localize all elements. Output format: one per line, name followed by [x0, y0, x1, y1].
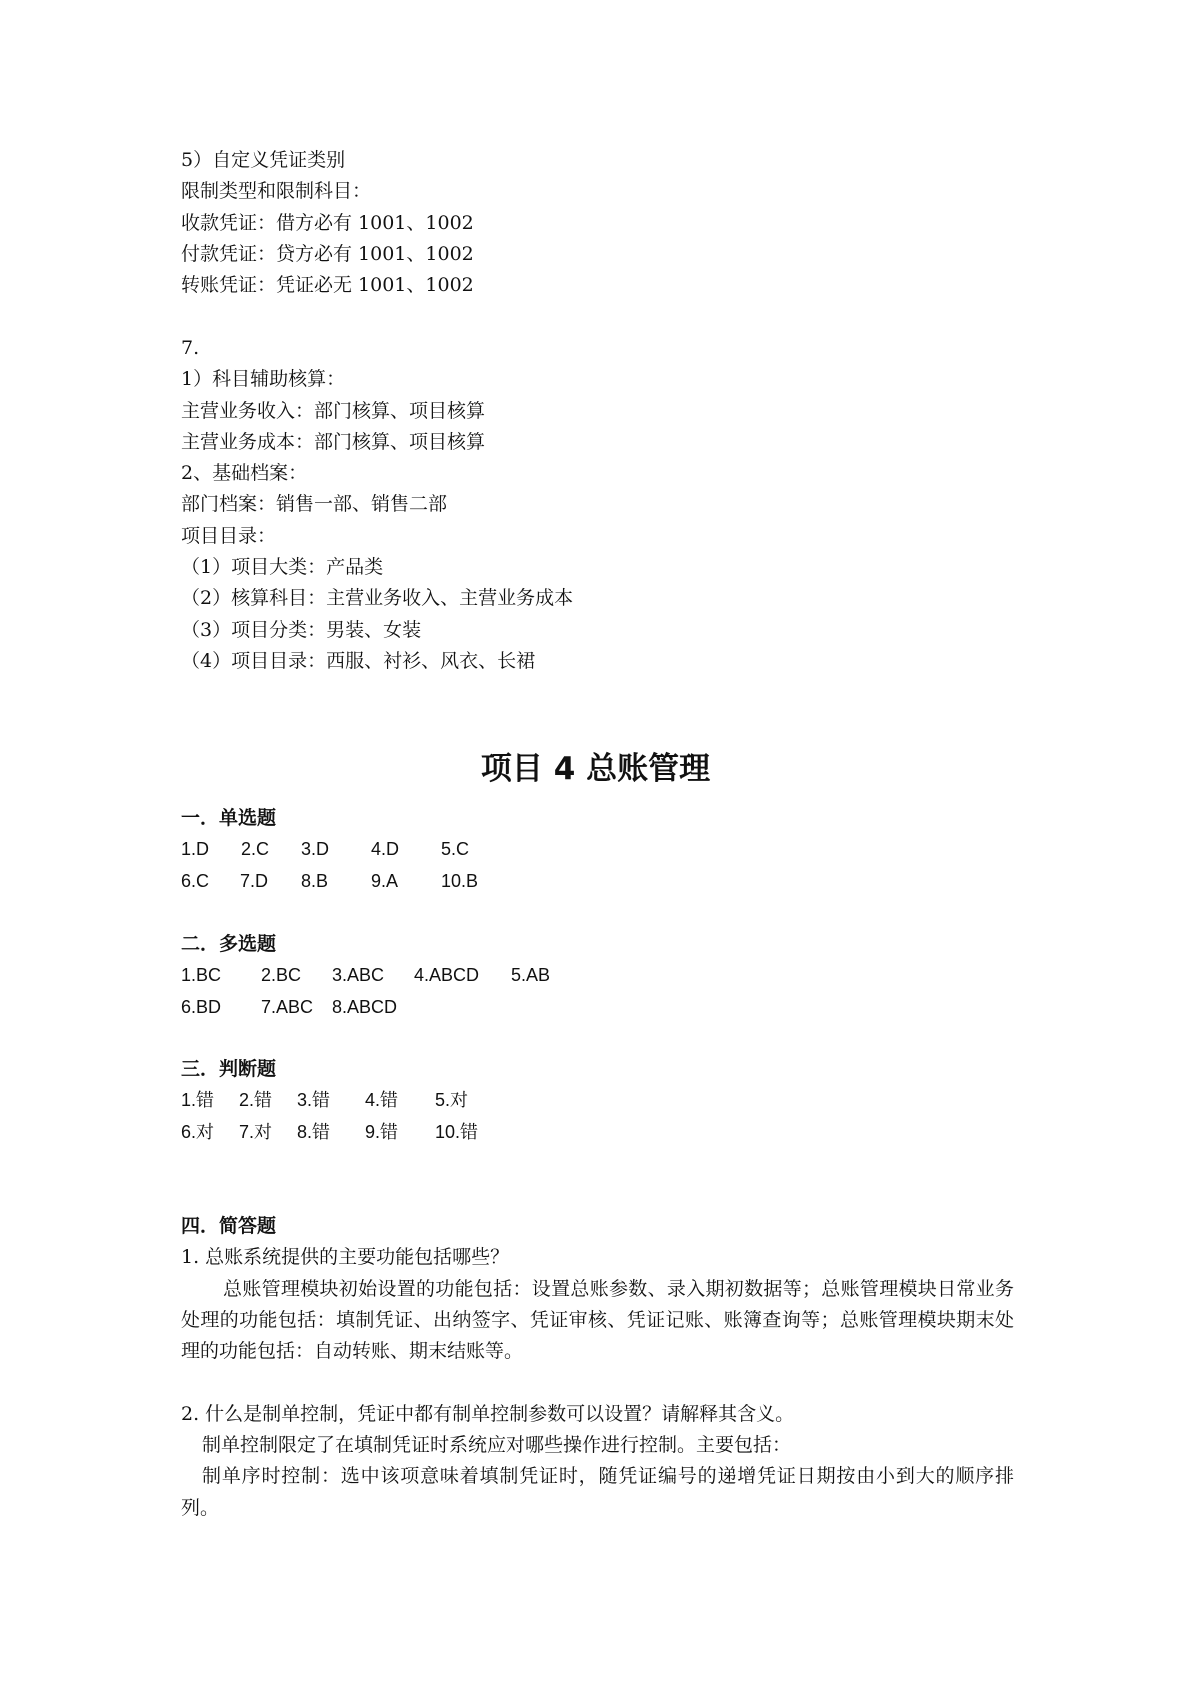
single-choice-section	[181, 803, 1021, 897]
answer-item: 6.BD	[181, 996, 222, 1017]
text-line: 主营业务收入：部门核算、项目核算	[181, 399, 486, 422]
short-answer-section	[181, 1211, 1014, 1524]
answer-item: 8.ABCD	[332, 996, 398, 1017]
text-line: 部门档案：销售一部、销售二部	[181, 493, 448, 516]
text-line: （1）项目大类：产品类	[181, 556, 384, 579]
section-heading: 一．单选题	[181, 807, 277, 829]
answer-item: 4.ABCD	[414, 965, 480, 986]
answer-item: 7.对	[239, 1121, 273, 1142]
answer-item: 5.对	[435, 1090, 469, 1111]
answer-item: 7.ABC	[261, 996, 314, 1017]
answer-item: 6.C	[181, 870, 210, 891]
answer-item: 2.错	[239, 1090, 273, 1111]
true-false-section	[181, 1054, 1021, 1148]
answer-item: 8.B	[301, 870, 329, 891]
text-line: 付款凭证：贷方必有 1001、1002	[181, 242, 474, 265]
answer-row	[181, 834, 1021, 865]
answer-item: 9.错	[365, 1121, 399, 1142]
answer-row	[181, 1117, 1021, 1148]
answer-2-intro: 制单控制限定了在填制凭证时系统应对哪些操作进行控制。主要包括：	[202, 1434, 792, 1457]
answer-item: 5.AB	[511, 965, 551, 986]
answer-item: 2.C	[241, 839, 270, 860]
text-line: 项目目录：	[181, 524, 277, 547]
text-line: 收款凭证：借方必有 1001、1002	[181, 211, 474, 234]
answer-item: 10.B	[441, 870, 479, 891]
answer-item: 3.错	[297, 1090, 331, 1111]
text-line: 1）科目辅助核算：	[181, 368, 346, 391]
answer-item: 8.错	[297, 1121, 331, 1142]
answer-row	[181, 960, 1021, 991]
answer-item: 3.ABC	[332, 965, 385, 986]
answer-item: 4.D	[371, 839, 400, 860]
answer-item: 1.D	[181, 839, 210, 860]
answer-row	[181, 866, 1021, 897]
text-line: （4）项目目录：西服、衬衫、风衣、长裙	[181, 649, 536, 672]
text-line: （2）核算科目：主营业务收入、主营业务成本	[181, 587, 574, 610]
answer-2-detail: 制单序时控制：选中该项意味着填制凭证时，随凭证编号的递增凭证日期按由小到大的顺序排列。	[181, 1465, 1014, 1519]
answer-row	[181, 1085, 1021, 1116]
answer-item: 1.错	[181, 1090, 215, 1111]
chapter-title: 项目 4 总账管理	[480, 751, 711, 787]
answer-row	[181, 992, 1021, 1023]
answer-item: 1.BC	[181, 965, 222, 986]
answer-item: 7.D	[240, 870, 269, 891]
question-2: 2. 什么是制单控制，凭证中都有制单控制参数可以设置？请解释其含义。	[181, 1402, 795, 1425]
text-line: （3）项目分类：男装、女装	[181, 618, 422, 641]
multiple-choice-section	[181, 929, 1021, 1023]
text-line: 限制类型和限制科目：	[181, 180, 372, 203]
answer-item: 4.错	[365, 1090, 399, 1111]
section-heading: 四．简答题	[181, 1215, 277, 1237]
answer-item: 6.对	[181, 1121, 215, 1142]
text-line: 主营业务成本：部门核算、项目核算	[181, 430, 486, 453]
answer-item: 10.错	[435, 1121, 479, 1142]
answer-item: 9.A	[371, 870, 399, 891]
section-heading: 三．判断题	[181, 1058, 277, 1080]
answer-item: 5.C	[441, 839, 470, 860]
answer-item: 2.BC	[261, 965, 302, 986]
section-7	[181, 333, 1021, 677]
voucher-type-section	[181, 145, 1021, 301]
answer-1: 总账管理模块初始设置的功能包括：设置总账参数、录入期初数据等；总账管理模块日常业务处理的功能包括：填制凭证、出纳签字、凭证审核、凭证记账、账簿查询等；总账管理模块期末处理的功能包括：自动转账、期末结账等。	[181, 1277, 1014, 1363]
text-line: 转账凭证：凭证必无 1001、1002	[181, 274, 474, 297]
question-1: 1. 总账系统提供的主要功能包括哪些？	[181, 1246, 510, 1269]
text-line: 2、基础档案：	[181, 462, 308, 485]
text-line: 5）自定义凭证类别	[181, 149, 346, 171]
answer-item: 3.D	[301, 839, 330, 860]
text-line: 7.	[181, 337, 200, 359]
section-heading: 二．多选题	[181, 933, 277, 955]
